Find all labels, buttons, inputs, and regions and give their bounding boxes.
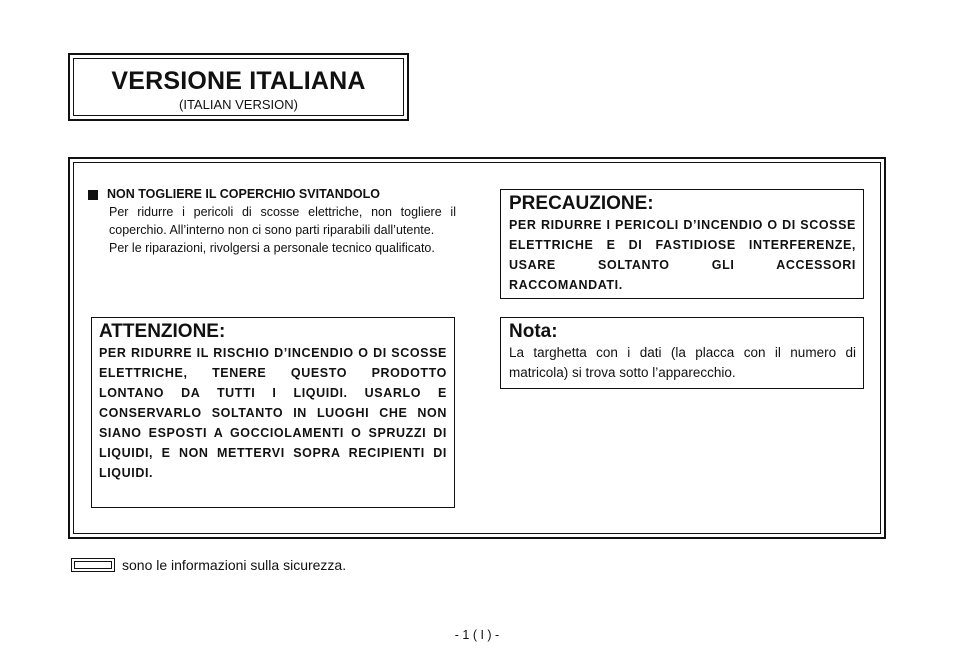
cover-notice-heading — [88, 186, 456, 203]
precauzione-title: PRECAUZIONE: — [509, 193, 654, 214]
attenzione-title: ATTENZIONE: — [99, 321, 226, 342]
cover-notice-body — [109, 203, 456, 257]
cover-notice — [88, 186, 456, 257]
nota-title: Nota: — [509, 321, 558, 342]
safety-legend — [71, 556, 346, 574]
page-subtitle: (ITALIAN VERSION) — [179, 97, 298, 112]
double-frame-icon — [71, 558, 115, 572]
attenzione-text: PER RIDURRE IL RISCHIO D’INCENDIO O DI SCOSSE ELETTRICHE, TENERE QUESTO PRODOTTO LONTANO DA TUTTI I LIQUIDI. USARLO E CONSERVARLO SOLTANTO IN LUOGHI CHE NON SIANO ESPOSTI A GOCCIOLAMENTI O SPRUZZI DI LIQUIDI, E NON METTERVI SOPRA RECIPIENTI DI LIQUIDI. — [99, 346, 447, 480]
page-number: - 1 ( I ) - — [454, 628, 500, 642]
attenzione-box — [91, 317, 455, 508]
page-title: VERSIONE ITALIANA — [111, 67, 366, 95]
precauzione-box — [500, 189, 864, 299]
nota-box — [500, 317, 864, 389]
cover-notice-heading-text: NON TOGLIERE IL COPERCHIO SVITANDOLO — [107, 187, 380, 201]
cover-notice-paragraph-2: Per le riparazioni, rivolgersi a personale tecnico qualificato. — [109, 241, 435, 255]
title-box-inner — [73, 58, 404, 116]
cover-notice-paragraph-1: Per ridurre i pericoli di scosse elettriche, non togliere il coperchio. All’interno non ci sono parti riparabili dall’utente. — [109, 205, 456, 237]
nota-text: La targhetta con i dati (la placca con il numero di matricola) si trova sotto l’apparecchio. — [509, 345, 856, 380]
precauzione-text: PER RIDURRE I PERICOLI D’INCENDIO O DI SCOSSE ELETTRICHE E DI FASTIDIOSE INTERFERENZE, USARE SOLTANTO GLI ACCESSORI RACCOMANDATI. — [509, 218, 856, 292]
square-bullet-icon — [88, 190, 98, 200]
title-box — [68, 53, 409, 121]
safety-legend-text: sono le informazioni sulla sicurezza. — [122, 557, 347, 573]
